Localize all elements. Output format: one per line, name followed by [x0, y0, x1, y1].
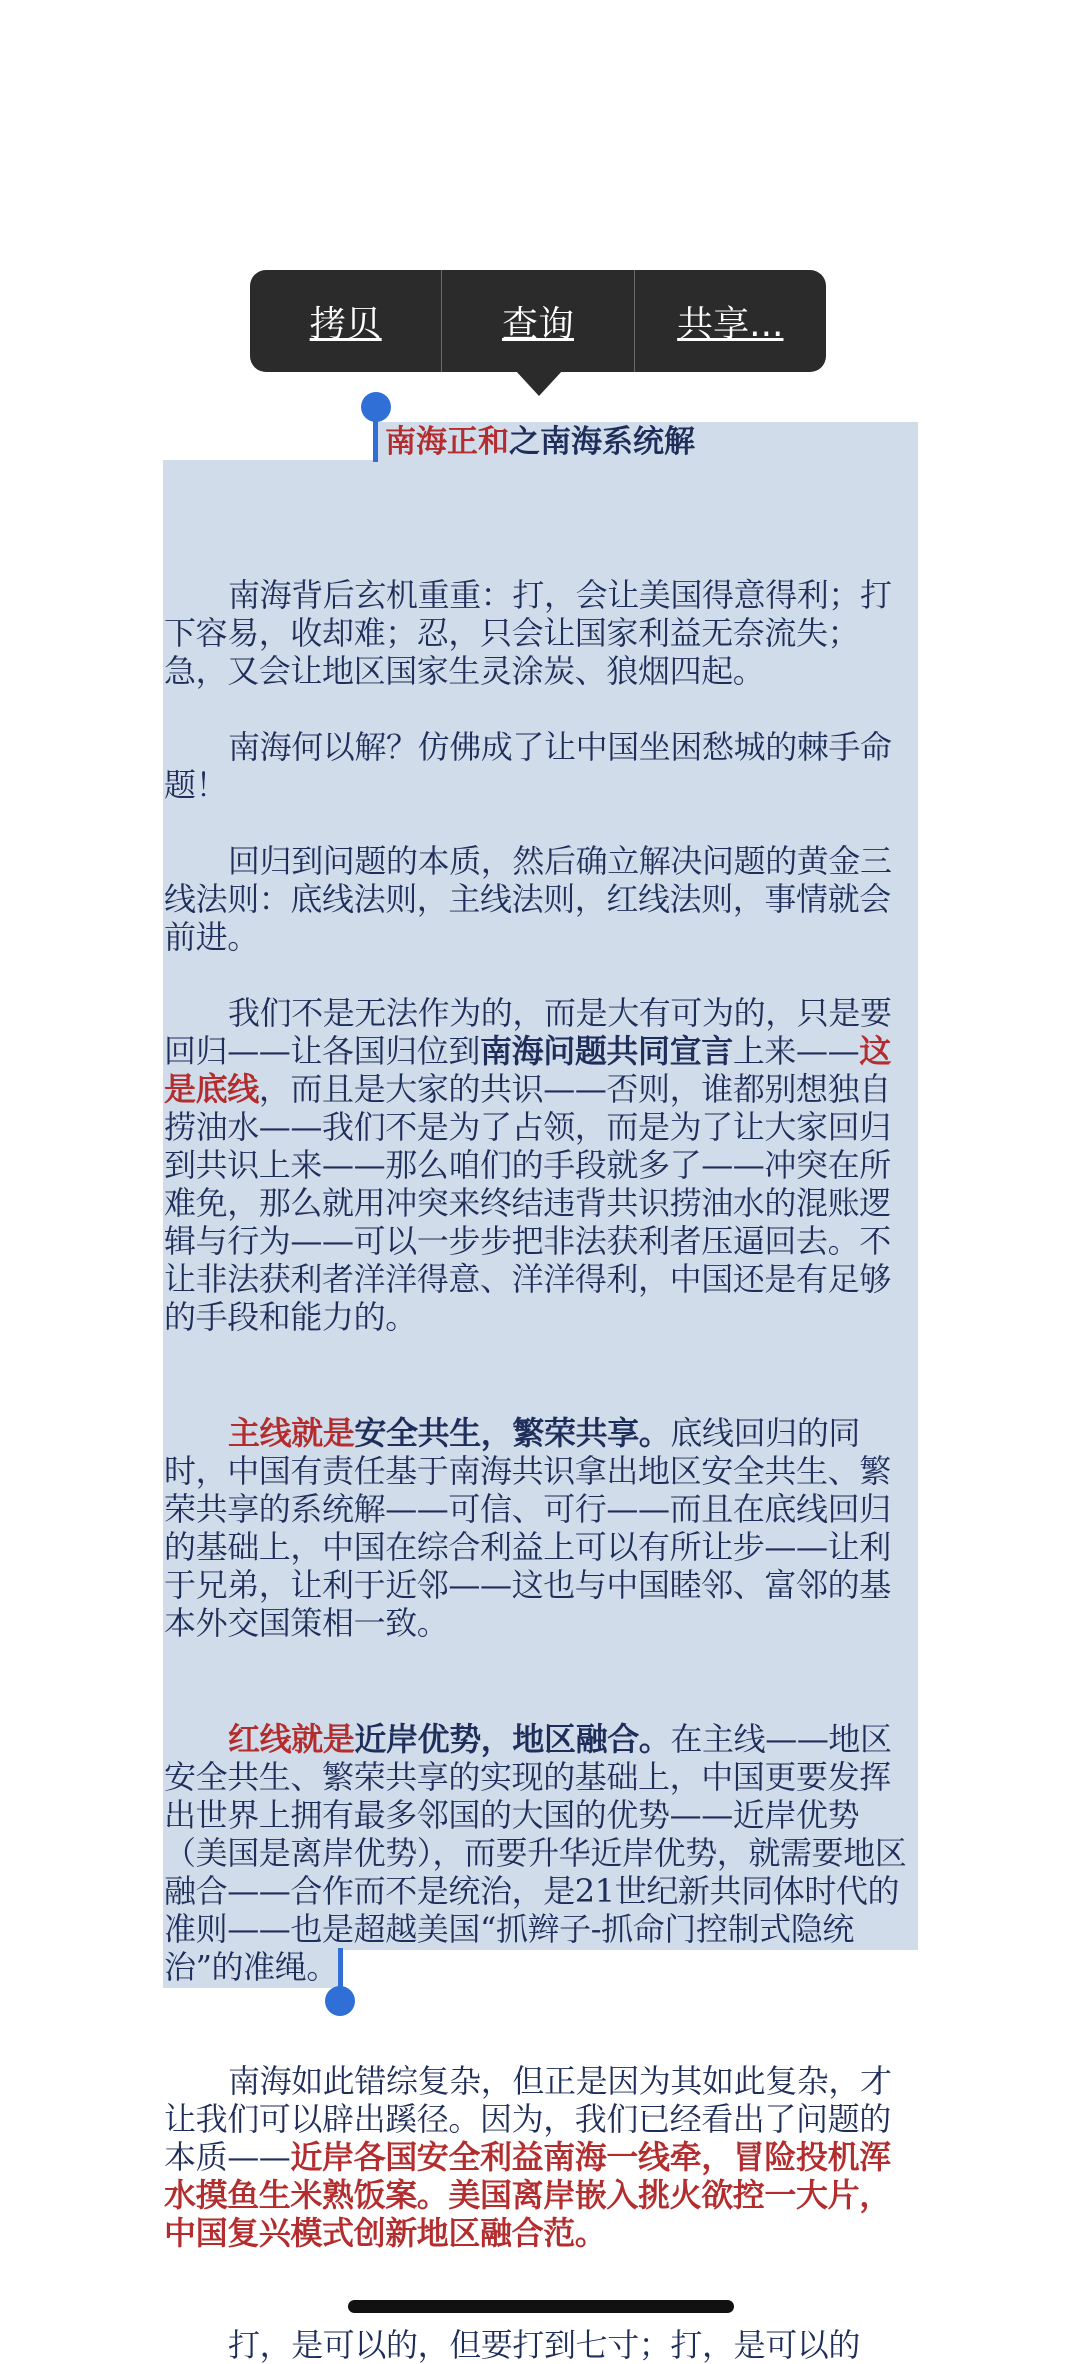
emphasis-red: 红线就是 — [228, 1720, 355, 1758]
article-title — [0, 422, 1080, 462]
article-paragraph-2 — [164, 728, 918, 804]
article-paragraph-5 — [164, 1414, 918, 1642]
article-paragraph-3 — [164, 842, 918, 956]
selection-end-handle[interactable] — [325, 1986, 355, 2016]
bold-term: 南海问题共同宣言 — [480, 1032, 733, 1070]
paragraph-text: 回归到问题的本质，然后确立解决问题的黄金三线法则：底线法则，主线法则，红线法则，事情就会前进。 — [164, 842, 892, 956]
text-run: 我们不是无法作为的，而是大有可为的，只是要回归——让各国归位到 — [164, 994, 892, 1070]
bold-term: 近岸优势，地区融合。 — [354, 1720, 671, 1758]
paragraph-text: 南海背后玄机重重：打，会让美国得意得利；打下容易，收却难；忍，只会让国家利益无奈流失；急，又会让地区国家生灵涂炭、狼烟四起。 — [164, 576, 892, 690]
home-indicator[interactable] — [348, 2300, 734, 2313]
paragraph-text: 南海何以解？仿佛成了让中国坐困愁城的棘手命题！ — [164, 728, 892, 804]
article-paragraph-7 — [164, 2062, 918, 2252]
article-paragraph-6 — [164, 1720, 918, 1986]
article-paragraph-8 — [164, 2326, 918, 2364]
text-run: ，而且是大家的共识——否则，谁都别想独自捞油水——我们不是为了占领，而是为了让大家回归到共识上来——那么咱们的手段就多了——冲突在所难免，那么就用冲突来终结违背共识捞油水的混账逻辑与行为——可以一步步把非法获利者压逼回去。不让非法获利者洋洋得意、洋洋得利，中国还是有足够的手段和能力的。 — [164, 1070, 891, 1336]
article-paragraph-1 — [164, 576, 918, 690]
paragraph-text: 打，是可以的，但要打到七寸；打，是可以的 — [228, 2326, 861, 2364]
text-selection-menu — [250, 270, 826, 372]
paragraph-text — [164, 1414, 918, 1642]
paragraph-text — [164, 994, 918, 1336]
emphasis-red: 近岸各国安全利益南海一线牵，冒险投机浑水摸鱼生米熟饭案。美国离岸嵌入挑火欲控一大片，中国复兴模式创新地区融合范。 — [164, 2138, 891, 2252]
text-run: 南海如此错综复杂，但正是因为其如此复杂，才让我们可以辟出蹊径。因为，我们已经看出了问题的本质—— — [164, 2062, 892, 2176]
selection-end-caret — [338, 1948, 343, 1990]
article-paragraph-4 — [164, 994, 918, 1336]
emphasis-red: 这是底线 — [164, 1032, 891, 1108]
share-button[interactable]: 共享... — [677, 303, 784, 345]
article-title-highlight: 南海正和 — [385, 424, 509, 460]
emphasis-red: 主线就是 — [228, 1414, 355, 1452]
article-title-rest: 之南海系统解 — [509, 424, 695, 460]
text-run: 在主线——地区安全共生、繁荣共享的实现的基础上，中国更要发挥出世界上拥有最多邻国的大国的优势——近岸优势（美国是离岸优势），而要升华近岸优势，就需要地区融合——合作而不是统治，是21世纪新共同体时代的准则——也是超越美国“抓辫子-抓命门控制式隐统治”的准绳。 — [164, 1720, 907, 1986]
copy-button[interactable]: 拷贝 — [250, 270, 442, 372]
lookup-button[interactable]: 查询 — [442, 270, 634, 372]
text-run: 上来—— — [732, 1032, 860, 1070]
paragraph-text — [164, 1720, 918, 1986]
paragraph-text — [164, 2062, 918, 2252]
menu-pointer-arrow — [515, 370, 563, 396]
text-run: 底线回归的同时，中国有责任基于南海共识拿出地区安全共生、繁荣共享的系统解——可信、可行——而且在底线回归的基础上，中国在综合利益上可以有所让步——让利于兄弟，让利于近邻——这也与中国睦邻、富邻的基本外交国策相一致。 — [164, 1414, 891, 1642]
selection-start-caret — [373, 410, 378, 462]
bold-term: 安全共生，繁荣共享。 — [354, 1414, 671, 1452]
